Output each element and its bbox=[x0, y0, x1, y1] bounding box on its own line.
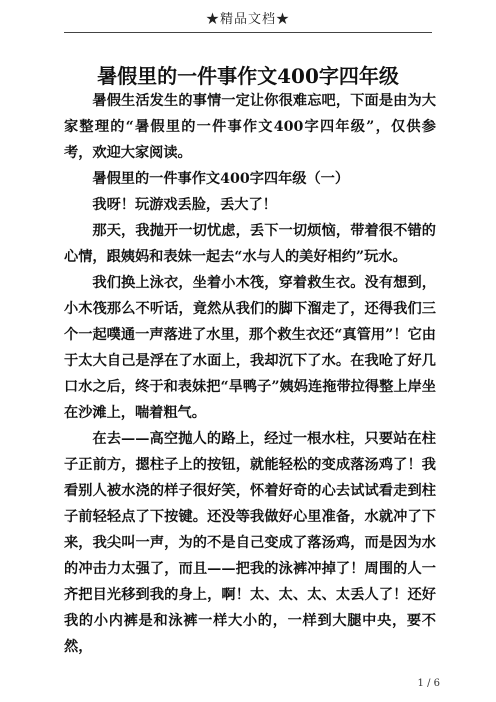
paragraph-intro: 暑假生活发生的事情一定让你很难忘吧，下面是由为大家整理的“暑假里的一件事作文400字四年级”，仅供参考，欢迎大家阅读。 bbox=[64, 93, 436, 161]
paragraph-water-column: 在去——高空抛人的路上，经过一根水柱，只要站在柱子正前方，摁柱子上的按钮，就能轻松的变成落汤鸡了！我看别人被水浇的样子很好笑，怀着好奇的心去试试看走到柱子前轻轻点了下按键。还没等我做好心里准备，水就冲了下来，我尖叫一声，为的不是自己变成了落汤鸡，而是因为水的冲击力太强了，而且——把我的泳裤冲掉了！周围的人一齐把目光移到我的身上，啊！太、太、太、太丢人了！还好我的小内裤是和泳裤一样大小的，一样到大腿中央，要不然， bbox=[64, 431, 436, 655]
header-divider bbox=[64, 32, 432, 33]
document-title: 暑假里的一件事作文400字四年级 bbox=[97, 64, 399, 88]
paragraph-day-out: 那天，我抛开一切忧虑，丢下一切烦恼，带着很不错的心情，跟姨妈和表妹一起去“水与人的美好相约”玩水。 bbox=[64, 223, 436, 265]
paragraph-raft: 我们换上泳衣，坐着小木筏，穿着救生衣。没有想到，小木筏那么不听话，竟然从我们的脚下溜走了，还得我们三个一起噗通一声落进了水里，那个救生衣还“真管用”！它由于太大自己是浮在了水面上，我却沉下了水。在我呛了好几口水之后，终于和表妹把“旱鸭子”姨妈连拖带拉得整上岸坐在沙滩上，喘着粗气。 bbox=[64, 275, 436, 421]
document-body bbox=[64, 88, 436, 660]
paragraph-section-heading: 暑假里的一件事作文400字四年级（一） bbox=[92, 171, 350, 187]
header-mark: ★精品文档★ bbox=[205, 12, 290, 27]
page-number: 1 / 6 bbox=[417, 678, 440, 689]
paragraph-exclamation: 我呀！玩游戏丢脸，丢大了！ bbox=[92, 197, 277, 213]
